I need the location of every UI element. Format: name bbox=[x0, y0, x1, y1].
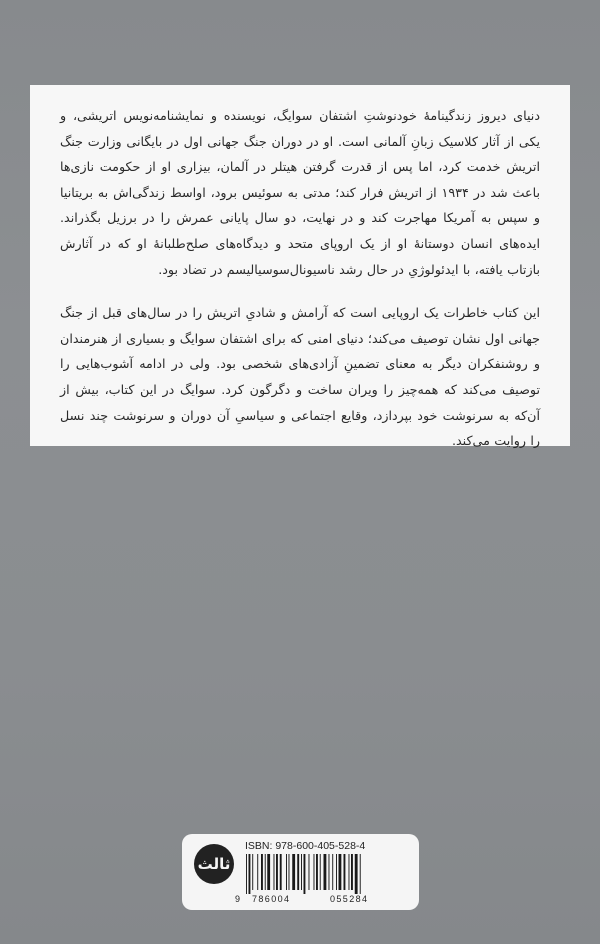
publisher-logo-icon bbox=[194, 844, 234, 884]
publisher-logo-text: ثالث bbox=[197, 855, 231, 873]
blurb-paragraph-2: این کتاب خاطرات یک اروپایی است که آرامش و شادیِ اتریش را در سال‌های قبل از جنگ جهانی اول نشان توصیف می‌کند؛ دنیای امنی که برای اشتفان سوایگ و بسیاری از هنرمندان و روشنفکران دیگر به معنای تضمینِ آزادی‌های شخصی بود. ولی در ادامه آشوب‌هایی را توصیف می‌کند که همه‌چیز را ویران ساخت و دگرگون کرد. سوایگ در این کتاب، بیش از آن‌که به سرنوشت خود بپردازد، وقایع اجتماعی و سیاسیِ آن دوران و سرنوشت چند نسل را روایت می‌کند. bbox=[60, 305, 540, 449]
barcode-digits-group-2: 055284 bbox=[330, 894, 369, 904]
back-cover-blurb bbox=[30, 85, 570, 449]
barcode-digit-first: 9 bbox=[235, 894, 241, 904]
blurb-paragraph-1: دنیای دیروز زندگینامهٔ خودنوشتِ اشتفان سوایگ، نویسنده و نمایشنامه‌نویس اتریشی، و یکی از آثار کلاسیک زبانِ آلمانی است. او در دوران جنگ جهانی اول در بایگانی وزارت جنگ اتریش خدمت کرد، اما پس از قدرت گرفتن هیتلر در آلمان، بیزاری او از حکومت نازی‌ها باعث شد در ۱۹۳۴ از اتریش فرار کند؛ مدتی به سوئیس برود، اواسط زندگی‌اش به بریتانیا و سپس به آمریکا مهاجرت کند و در نهایت، دو سال پایانی عمرش را در برزیل بگذراند. ایده‌های انسان دوستانهٔ او از یک اروپای متحد و دیدگاه‌های صلح‌طلبانهٔ او که در آثارش بازتاب یافته، با ایدئولوژیِ در حال رشد ناسیونال‌سوسیالیسم در تضاد بود. bbox=[60, 108, 540, 277]
isbn-number: ISBN: 978-600-405-528-4 bbox=[245, 840, 366, 852]
barcode-icon bbox=[245, 854, 407, 894]
barcode-digits-group-1: 786004 bbox=[252, 894, 291, 904]
isbn-barcode-box bbox=[182, 834, 419, 910]
